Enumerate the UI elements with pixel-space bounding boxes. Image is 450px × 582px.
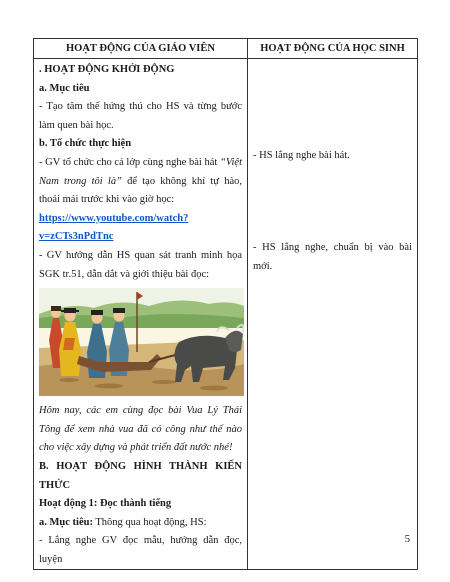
student-activity-cell xyxy=(248,59,418,570)
teacher-activity-cell xyxy=(34,59,248,570)
section-a-title: . HOẠT ĐỘNG KHỞI ĐỘNG xyxy=(39,64,175,75)
header-student-activity: HOẠT ĐỘNG CỦA HỌC SINH xyxy=(248,39,418,59)
student-listen-song: - HS lắng nghe bài hát. xyxy=(253,150,350,161)
lesson-table xyxy=(33,38,418,570)
objective-label: a. Mục tiêu xyxy=(39,82,90,94)
listen-text: - Lắng nghe GV đọc mẫu, hướng dẫn đọc, luyện xyxy=(39,535,242,565)
activity-1-title: Hoạt động 1: Đọc thành tiếng xyxy=(39,498,172,510)
student-prepare: - HS lắng nghe, chuẩn bị vào bài mới. xyxy=(253,242,412,272)
video-link[interactable]: https://www.youtube.com/watch?v=zCTs3nPdTnc xyxy=(39,212,189,243)
implementation-label: b. Tổ chức thực hiện xyxy=(39,138,132,150)
song-suffix: để tạo không khí tự hào, thoải mái trước khi vào giờ học: xyxy=(39,175,242,206)
page-number: 5 xyxy=(404,534,410,545)
objective-b-label: a. Mục tiêu: xyxy=(39,516,93,528)
header-teacher-activity: HOẠT ĐỘNG CỦA GIÁO VIÊN xyxy=(34,39,248,59)
objective-b-text: Thông qua hoạt động, HS: xyxy=(92,516,207,528)
objective-text: - Tạo tâm thế hứng thú cho HS và từng bước làm quen bài học. xyxy=(39,101,242,131)
objective-b xyxy=(39,514,242,533)
illustration-king-plowing xyxy=(39,288,244,396)
song-instruction xyxy=(39,154,242,210)
intro-paragraph: Hôm nay, các em cùng đọc bài Vua Lý Thái Tông để xem nhà vua đã có công như thế nào cho việc xây dựng và phát triển đất nước nhé! xyxy=(39,405,242,454)
song-title: “Việt Nam trong tôi là” xyxy=(39,156,242,187)
guide-text: - GV hướng dẫn HS quan sát tranh minh họa SGK tr.51, dẫn dắt và giới thiệu bài đọc: xyxy=(39,249,242,280)
section-b-title: B. HOẠT ĐỘNG HÌNH THÀNH KIẾN THỨC xyxy=(39,460,242,491)
song-prefix: - GV tổ chức cho cả lớp cùng nghe bài hát xyxy=(39,156,221,168)
